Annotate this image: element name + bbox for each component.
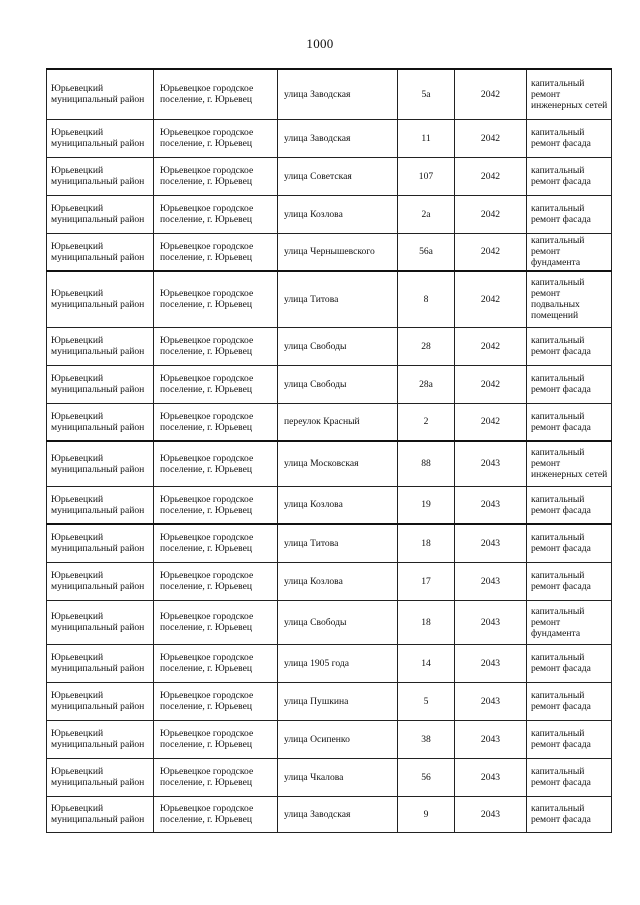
cell-street: переулок Красный: [278, 403, 398, 441]
cell-district: Юрьевецкий муниципальный район: [47, 403, 154, 441]
cell-street: улица Свободы: [278, 365, 398, 403]
cell-house: 56а: [398, 233, 455, 271]
cell-district: Юрьевецкий муниципальный район: [47, 365, 154, 403]
cell-work: капитальный ремонт инженерных сетей: [527, 441, 612, 486]
cell-settlement: Юрьевецкое городское поселение, г. Юрьевец: [154, 365, 278, 403]
cell-street: улица Свободы: [278, 600, 398, 644]
cell-year: 2043: [455, 524, 527, 562]
cell-work: капитальный ремонт фасада: [527, 365, 612, 403]
cell-street: улица Титова: [278, 524, 398, 562]
cell-settlement: Юрьевецкое городское поселение, г. Юрьевец: [154, 758, 278, 796]
cell-work: капитальный ремонт фундамента: [527, 600, 612, 644]
cell-street: улица Козлова: [278, 486, 398, 524]
cell-work: капитальный ремонт фасада: [527, 562, 612, 600]
cell-street: улица Чернышевского: [278, 233, 398, 271]
cell-street: улица Советская: [278, 157, 398, 195]
cell-street: улица Заводская: [278, 796, 398, 832]
table-row: [47, 157, 612, 195]
cell-street: улица Титова: [278, 271, 398, 327]
cell-settlement: Юрьевецкое городское поселение, г. Юрьевец: [154, 327, 278, 365]
cell-year: 2043: [455, 720, 527, 758]
cell-work: капитальный ремонт подвальных помещений: [527, 271, 612, 327]
cell-work: капитальный ремонт фасада: [527, 524, 612, 562]
cell-house: 5а: [398, 69, 455, 119]
cell-district: Юрьевецкий муниципальный район: [47, 233, 154, 271]
table-row: [47, 644, 612, 682]
cell-settlement: Юрьевецкое городское поселение, г. Юрьевец: [154, 119, 278, 157]
cell-district: Юрьевецкий муниципальный район: [47, 562, 154, 600]
cell-house: 88: [398, 441, 455, 486]
table-row: [47, 233, 612, 271]
cell-district: Юрьевецкий муниципальный район: [47, 644, 154, 682]
cell-district: Юрьевецкий муниципальный район: [47, 486, 154, 524]
cell-work: капитальный ремонт фасада: [527, 195, 612, 233]
cell-street: улица Свободы: [278, 327, 398, 365]
cell-settlement: Юрьевецкое городское поселение, г. Юрьевец: [154, 403, 278, 441]
cell-house: 56: [398, 758, 455, 796]
cell-year: 2042: [455, 365, 527, 403]
cell-house: 2а: [398, 195, 455, 233]
cell-street: улица Пушкина: [278, 682, 398, 720]
cell-year: 2043: [455, 682, 527, 720]
cell-settlement: Юрьевецкое городское поселение, г. Юрьевец: [154, 524, 278, 562]
cell-work: капитальный ремонт фасада: [527, 403, 612, 441]
table-row: [47, 562, 612, 600]
cell-work: капитальный ремонт фасада: [527, 157, 612, 195]
table-row: [47, 69, 612, 119]
cell-district: Юрьевецкий муниципальный район: [47, 327, 154, 365]
cell-district: Юрьевецкий муниципальный район: [47, 758, 154, 796]
cell-settlement: Юрьевецкое городское поселение, г. Юрьевец: [154, 271, 278, 327]
cell-work: капитальный ремонт фасада: [527, 327, 612, 365]
cell-house: 14: [398, 644, 455, 682]
cell-district: Юрьевецкий муниципальный район: [47, 271, 154, 327]
table-row: [47, 119, 612, 157]
cell-house: 28: [398, 327, 455, 365]
cell-year: 2043: [455, 562, 527, 600]
cell-street: улица Козлова: [278, 562, 398, 600]
cell-work: капитальный ремонт фасада: [527, 758, 612, 796]
table-row: [47, 758, 612, 796]
cell-year: 2043: [455, 441, 527, 486]
cell-year: 2042: [455, 69, 527, 119]
cell-work: капитальный ремонт инженерных сетей: [527, 69, 612, 119]
table-row: [47, 796, 612, 832]
cell-street: улица Заводская: [278, 69, 398, 119]
cell-year: 2042: [455, 327, 527, 365]
cell-settlement: Юрьевецкое городское поселение, г. Юрьевец: [154, 644, 278, 682]
cell-work: капитальный ремонт фундамента: [527, 233, 612, 271]
table-row: [47, 682, 612, 720]
table-row: [47, 524, 612, 562]
cell-house: 8: [398, 271, 455, 327]
repair-schedule-table: [46, 68, 612, 833]
cell-year: 2043: [455, 796, 527, 832]
cell-year: 2042: [455, 233, 527, 271]
cell-house: 11: [398, 119, 455, 157]
cell-district: Юрьевецкий муниципальный район: [47, 119, 154, 157]
table-row: [47, 486, 612, 524]
cell-settlement: Юрьевецкое городское поселение, г. Юрьевец: [154, 562, 278, 600]
cell-year: 2042: [455, 403, 527, 441]
cell-work: капитальный ремонт фасада: [527, 720, 612, 758]
cell-work: капитальный ремонт фасада: [527, 644, 612, 682]
cell-street: улица 1905 года: [278, 644, 398, 682]
cell-work: капитальный ремонт фасада: [527, 682, 612, 720]
table-row: [47, 600, 612, 644]
cell-district: Юрьевецкий муниципальный район: [47, 682, 154, 720]
cell-house: 17: [398, 562, 455, 600]
cell-settlement: Юрьевецкое городское поселение, г. Юрьевец: [154, 682, 278, 720]
cell-work: капитальный ремонт фасада: [527, 796, 612, 832]
table-row: [47, 327, 612, 365]
cell-work: капитальный ремонт фасада: [527, 119, 612, 157]
cell-work: капитальный ремонт фасада: [527, 486, 612, 524]
cell-settlement: Юрьевецкое городское поселение, г. Юрьевец: [154, 600, 278, 644]
cell-settlement: Юрьевецкое городское поселение, г. Юрьевец: [154, 486, 278, 524]
cell-settlement: Юрьевецкое городское поселение, г. Юрьевец: [154, 233, 278, 271]
cell-street: улица Московская: [278, 441, 398, 486]
cell-year: 2042: [455, 271, 527, 327]
cell-street: улица Заводская: [278, 119, 398, 157]
cell-year: 2043: [455, 486, 527, 524]
cell-settlement: Юрьевецкое городское поселение, г. Юрьевец: [154, 720, 278, 758]
cell-district: Юрьевецкий муниципальный район: [47, 796, 154, 832]
cell-district: Юрьевецкий муниципальный район: [47, 720, 154, 758]
cell-house: 2: [398, 403, 455, 441]
cell-district: Юрьевецкий муниципальный район: [47, 600, 154, 644]
cell-year: 2042: [455, 119, 527, 157]
cell-year: 2043: [455, 758, 527, 796]
cell-house: 18: [398, 600, 455, 644]
cell-district: Юрьевецкий муниципальный район: [47, 195, 154, 233]
cell-settlement: Юрьевецкое городское поселение, г. Юрьевец: [154, 157, 278, 195]
cell-year: 2043: [455, 600, 527, 644]
cell-house: 107: [398, 157, 455, 195]
cell-district: Юрьевецкий муниципальный район: [47, 441, 154, 486]
cell-street: улица Козлова: [278, 195, 398, 233]
cell-year: 2042: [455, 195, 527, 233]
table-row: [47, 271, 612, 327]
cell-house: 18: [398, 524, 455, 562]
cell-district: Юрьевецкий муниципальный район: [47, 524, 154, 562]
cell-house: 5: [398, 682, 455, 720]
table-row: [47, 441, 612, 486]
cell-year: 2043: [455, 644, 527, 682]
cell-house: 19: [398, 486, 455, 524]
cell-street: улица Осипенко: [278, 720, 398, 758]
table-row: [47, 365, 612, 403]
cell-settlement: Юрьевецкое городское поселение, г. Юрьевец: [154, 69, 278, 119]
cell-district: Юрьевецкий муниципальный район: [47, 157, 154, 195]
cell-district: Юрьевецкий муниципальный район: [47, 69, 154, 119]
cell-house: 28а: [398, 365, 455, 403]
table-row: [47, 720, 612, 758]
cell-year: 2042: [455, 157, 527, 195]
cell-settlement: Юрьевецкое городское поселение, г. Юрьевец: [154, 441, 278, 486]
table-row: [47, 403, 612, 441]
cell-street: улица Чкалова: [278, 758, 398, 796]
table-row: [47, 195, 612, 233]
page-number: 1000: [306, 36, 334, 51]
cell-settlement: Юрьевецкое городское поселение, г. Юрьевец: [154, 796, 278, 832]
cell-house: 9: [398, 796, 455, 832]
cell-house: 38: [398, 720, 455, 758]
cell-settlement: Юрьевецкое городское поселение, г. Юрьевец: [154, 195, 278, 233]
